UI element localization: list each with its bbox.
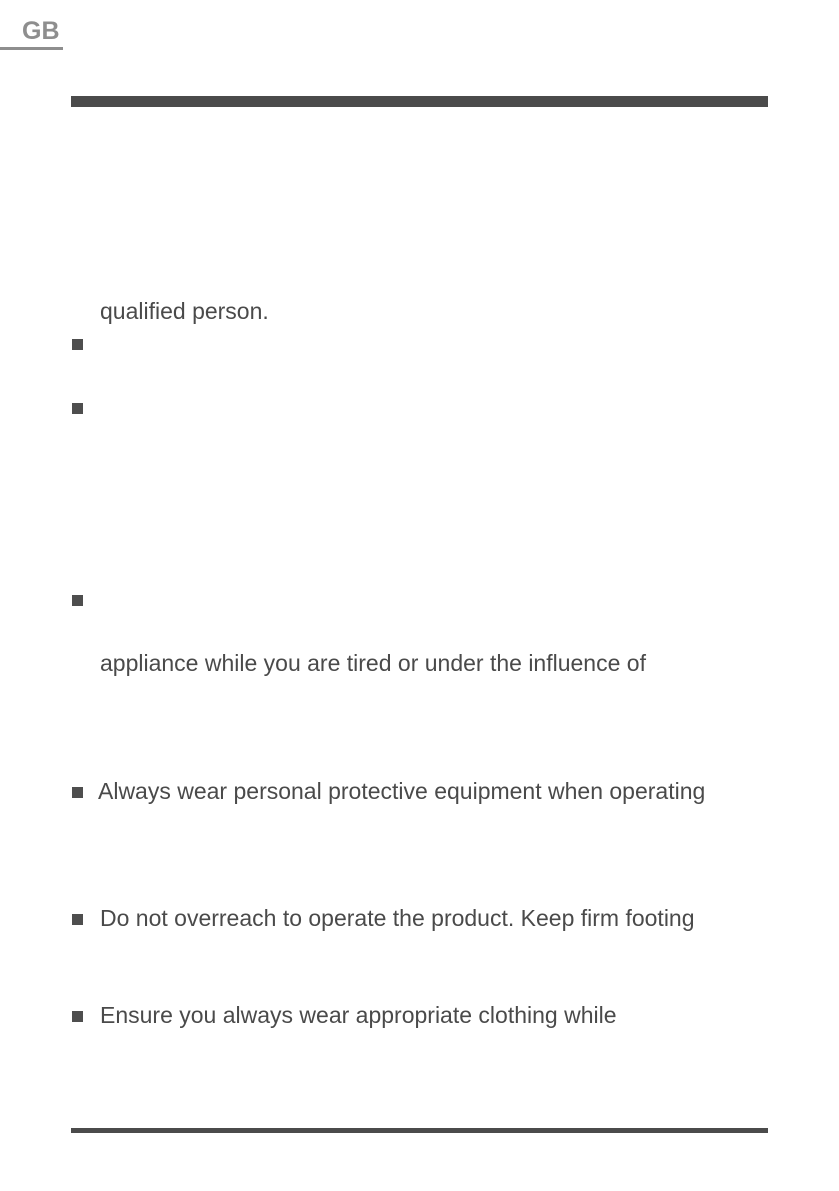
language-tag-underline: [0, 47, 63, 50]
language-tag: GB: [22, 17, 60, 45]
bullet-marker: [72, 914, 83, 925]
bullet-marker: [72, 787, 83, 798]
text-line-qualified-person: qualified person.: [100, 298, 269, 324]
text-line-appliance-tired: appliance while you are tired or under the influence of: [100, 650, 646, 676]
text-line-protective-equipment: Always wear personal protective equipment when operating: [98, 778, 706, 804]
text-line-overreach: Do not overreach to operate the product. Keep firm footing: [100, 905, 695, 931]
text-line-appropriate-clothing: Ensure you always wear appropriate clothing while: [100, 1002, 617, 1028]
bullet-marker: [72, 1011, 83, 1022]
bullet-marker: [72, 595, 83, 606]
bullet-marker: [72, 403, 83, 414]
top-divider: [71, 96, 768, 107]
bullet-marker: [72, 339, 83, 350]
bottom-divider: [71, 1128, 768, 1133]
